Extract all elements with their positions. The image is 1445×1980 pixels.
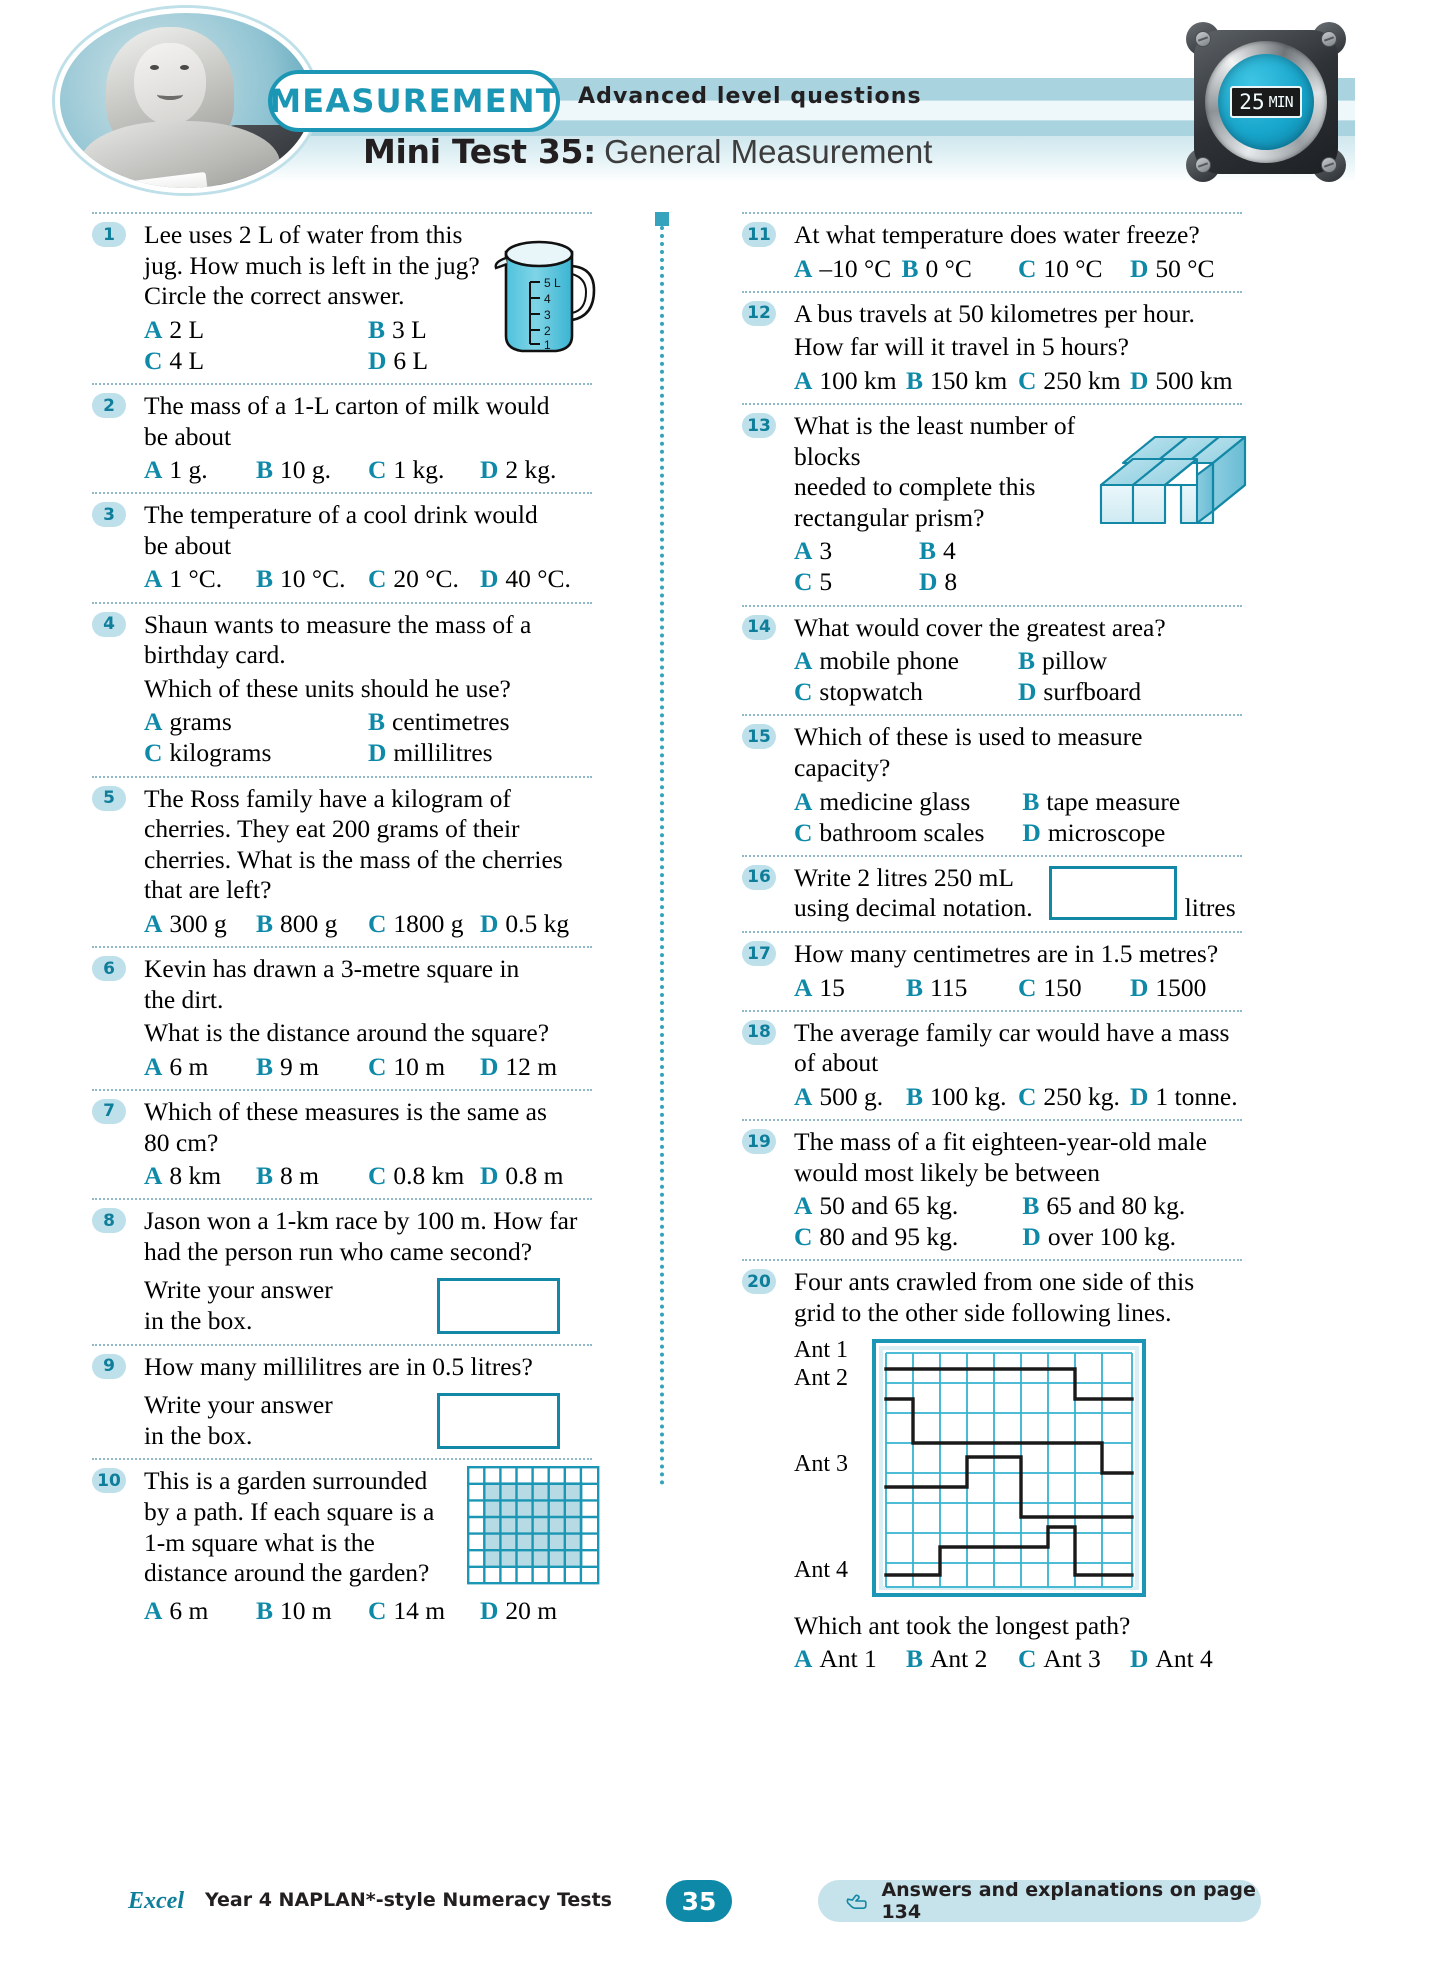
option-c[interactable]: C 4 L: [144, 345, 205, 375]
question-number: 18: [742, 1020, 776, 1045]
question-number: 10: [92, 1468, 126, 1493]
option-d[interactable]: D 8: [919, 567, 958, 597]
question-text-line4: that are left?: [144, 875, 272, 905]
question-text-line4: distance around the garden?: [144, 1558, 430, 1588]
answer-instruction-line1: Write your answer: [144, 1390, 333, 1420]
question-text-line2: capacity?: [794, 753, 891, 782]
questions-column-left: [92, 212, 592, 1633]
brand-label: Excel: [128, 1888, 184, 1914]
option-a[interactable]: A medicine glass: [794, 786, 971, 816]
option-d[interactable]: D 1500: [1130, 972, 1207, 1002]
question-number: 14: [742, 615, 776, 640]
option-c[interactable]: C 5: [794, 567, 833, 597]
option-b[interactable]: B tape measure: [1022, 786, 1181, 816]
question-text-line2: cherries. They eat 200 grams of their: [144, 814, 520, 844]
options-list: [144, 1051, 592, 1082]
category-label: MEASUREMENT: [269, 82, 559, 120]
svg-text:1: 1: [544, 338, 551, 352]
pointing-hand-icon: [846, 1891, 869, 1911]
ant-label-4: Ant 4: [794, 1556, 848, 1583]
question-number: 20: [742, 1269, 776, 1294]
question-text-line3: Which of these units should he use?: [144, 673, 511, 703]
option-a[interactable]: A 300 g: [144, 908, 227, 938]
question-text-line3: What is the distance around the square?: [144, 1018, 550, 1048]
option-b[interactable]: B 100 kg.: [906, 1081, 1007, 1111]
answer-instruction-line2: in the box.: [144, 1420, 253, 1450]
question-number: 11: [742, 222, 776, 247]
question-number: 12: [742, 301, 776, 326]
question-4: [92, 602, 592, 776]
option-c[interactable]: C 0.8 km: [368, 1161, 465, 1191]
option-d[interactable]: D 500 km: [1130, 365, 1233, 395]
question-text: How many centimetres are in 1.5 metres?: [794, 939, 1219, 968]
question-number: 13: [742, 413, 776, 438]
option-a[interactable]: A 6 m: [144, 1051, 209, 1081]
question-text: What is the least number of blocks: [794, 411, 1076, 471]
question-number: 16: [742, 865, 776, 890]
footer-title: Year 4 NAPLAN*-style Numeracy Tests: [205, 1889, 612, 1911]
option-a[interactable]: A 100 km: [794, 365, 897, 395]
option-a[interactable]: A 15: [794, 972, 845, 1002]
question-1: [92, 212, 592, 383]
option-b[interactable]: B 8 m: [256, 1161, 319, 1191]
question-text-line2: had the person run who came second?: [144, 1236, 533, 1266]
question-text: This is a garden surrounded: [144, 1466, 428, 1496]
page-footer: [0, 1876, 1445, 1936]
ant-label-3: Ant 3: [794, 1450, 848, 1477]
option-d[interactable]: D Ant 4: [1130, 1644, 1213, 1674]
timer-unit: MIN: [1268, 92, 1293, 111]
option-b[interactable]: B 115: [906, 972, 968, 1002]
options-list: [144, 908, 592, 939]
option-d[interactable]: D millilitres: [368, 738, 493, 768]
question-text-line2: the dirt.: [144, 984, 224, 1014]
option-c[interactable]: C 10 m: [368, 1051, 446, 1081]
question-3: [92, 492, 592, 601]
question-text-line3: Circle the correct answer.: [144, 281, 405, 311]
question-2: [92, 383, 592, 492]
option-c[interactable]: C kilograms: [144, 738, 272, 768]
question-text: Lee uses 2 L of water from this: [144, 220, 463, 249]
option-b[interactable]: B 9 m: [256, 1051, 319, 1081]
ant-grid-figure: [794, 1336, 1242, 1597]
test-title: [363, 132, 932, 171]
ant-paths-svg: [872, 1339, 1146, 1597]
question-number: 9: [92, 1354, 126, 1379]
question-text-line2: be about: [144, 530, 232, 560]
option-b[interactable]: B 10 m: [256, 1595, 332, 1625]
svg-text:3: 3: [544, 308, 551, 322]
question-text-line2: grid to the other side following lines.: [794, 1298, 1172, 1327]
option-b[interactable]: B 10 °C.: [256, 564, 346, 594]
option-b[interactable]: B 150 km: [906, 365, 1008, 395]
option-d[interactable]: D 20 m: [480, 1595, 558, 1625]
answer-box[interactable]: [437, 1278, 560, 1334]
question-text: Four ants crawled from one side of this: [794, 1267, 1195, 1297]
option-c[interactable]: C 80 and 95 kg.: [794, 1222, 959, 1252]
question-text-line2: How far will it travel in 5 hours?: [794, 332, 1129, 362]
options-list: [794, 1081, 1242, 1112]
options-list: [144, 1595, 592, 1626]
options-list: [794, 1643, 1242, 1674]
option-b[interactable]: B 65 and 80 kg.: [1022, 1191, 1186, 1221]
question-number: 15: [742, 724, 776, 749]
options-list: [794, 535, 1044, 597]
option-c[interactable]: C 14 m: [368, 1595, 446, 1625]
option-b[interactable]: B 10 g.: [256, 455, 332, 485]
question-text-line3: rectangular prism?: [794, 502, 985, 532]
options-list: [794, 365, 1242, 396]
question-15: [742, 714, 1242, 854]
option-a[interactable]: A 500 g.: [794, 1081, 884, 1111]
options-list: [794, 786, 1242, 848]
question-text: How many millilitres are in 0.5 litres?: [144, 1351, 533, 1381]
question-text: At what temperature does water freeze?: [794, 220, 1200, 249]
question-number: 3: [92, 502, 126, 527]
option-b[interactable]: B pillow: [1018, 646, 1108, 676]
option-c[interactable]: C Ant 3: [1018, 1644, 1101, 1674]
question-number: 8: [92, 1208, 126, 1233]
option-d[interactable]: D 6 L: [368, 345, 429, 375]
option-d[interactable]: D over 100 kg.: [1022, 1222, 1176, 1252]
question-14: [742, 605, 1242, 715]
question-text: The mass of a fit eighteen-year-old male: [794, 1127, 1207, 1156]
level-label: Advanced level questions: [578, 84, 922, 109]
option-a[interactable]: A –10 °C: [794, 253, 892, 283]
question-12: [742, 291, 1242, 403]
option-d[interactable]: D microscope: [1022, 817, 1166, 847]
question-18: [742, 1010, 1242, 1119]
question-text-line2: jug. How much is left in the jug?: [144, 250, 480, 280]
question-text-line3: cherries. What is the mass of the cherries: [144, 844, 563, 874]
question-text: What would cover the greatest area?: [794, 612, 1166, 642]
answer-instruction-line1: Write your answer: [144, 1275, 333, 1305]
question-text: Kevin has drawn a 3-metre square in: [144, 954, 520, 984]
timer-display: [1230, 86, 1302, 118]
option-a[interactable]: A mobile phone: [794, 646, 959, 676]
question-6: [92, 946, 592, 1089]
question-text-line2: 80 cm?: [144, 1127, 219, 1157]
option-c[interactable]: C 150: [1018, 972, 1082, 1002]
test-topic-label: General Measurement: [604, 133, 933, 170]
question-text-line2: needed to complete this: [794, 472, 1036, 502]
option-d[interactable]: D 0.8 m: [480, 1161, 564, 1191]
garden-grid-figure: [467, 1466, 600, 1585]
option-b[interactable]: B 800 g: [256, 908, 338, 938]
option-d[interactable]: D 2 kg.: [480, 455, 557, 485]
question-number: 7: [92, 1099, 126, 1124]
option-d[interactable]: D surfboard: [1018, 677, 1142, 707]
option-b[interactable]: B 4: [919, 536, 956, 566]
option-d[interactable]: D 50 °C: [1129, 253, 1215, 283]
question-number: 1: [92, 222, 126, 247]
option-c[interactable]: C 1800 g: [368, 908, 464, 938]
question-text-line2: would most likely be between: [794, 1157, 1100, 1187]
timer-minutes: 25: [1239, 89, 1265, 114]
option-a[interactable]: A 2 L: [144, 314, 205, 344]
question-number: 2: [92, 393, 126, 418]
answer-box[interactable]: [437, 1393, 560, 1449]
option-a[interactable]: A grams: [144, 707, 232, 737]
options-list: [794, 645, 1242, 707]
question-text: Which of these measures is the same as: [144, 1096, 547, 1126]
question-number: 6: [92, 956, 126, 981]
options-list: [794, 253, 1242, 284]
question-9: [92, 1344, 592, 1459]
question-17: [742, 931, 1242, 1010]
option-d[interactable]: D 40 °C.: [480, 564, 571, 594]
question-13: [742, 403, 1242, 605]
option-c[interactable]: C bathroom scales: [794, 817, 985, 847]
option-a[interactable]: A 8 km: [144, 1161, 222, 1191]
answers-label: Answers and explanations on page 134: [881, 1879, 1256, 1923]
page-header: [0, 0, 1445, 205]
answer-box[interactable]: [1049, 866, 1177, 920]
answer-instruction-line2: in the box.: [144, 1306, 253, 1336]
answer-unit-label: litres: [1184, 893, 1236, 923]
option-a[interactable]: A 1 g.: [144, 455, 208, 485]
question-text: Shaun wants to measure the mass of a: [144, 609, 532, 639]
question-number: 5: [92, 786, 126, 811]
question-text: A bus travels at 50 kilometres per hour.: [794, 298, 1195, 328]
option-a[interactable]: A Ant 1: [794, 1644, 877, 1674]
question-5: [92, 776, 592, 946]
option-b[interactable]: B 3 L: [368, 314, 427, 344]
question-text-line2: birthday card.: [144, 640, 286, 670]
question-text-line2: of about: [794, 1048, 879, 1078]
option-a[interactable]: A 3: [794, 536, 833, 566]
option-d[interactable]: D 1 tonne.: [1130, 1081, 1238, 1111]
category-pill: [268, 70, 560, 132]
option-d[interactable]: D 0.5 kg: [480, 908, 570, 938]
column-divider: [660, 218, 664, 1486]
option-c[interactable]: C 1 kg.: [368, 455, 445, 485]
options-list: [794, 972, 1242, 1003]
question-text-line2: by a path. If each square is a: [144, 1497, 435, 1527]
option-c[interactable]: C 250 km: [1018, 365, 1121, 395]
question-8: [92, 1198, 592, 1343]
answers-reference: [818, 1880, 1261, 1922]
question-text: The Ross family have a kilogram of: [144, 783, 511, 813]
question-text-line3: 1-m square what is the: [144, 1527, 375, 1557]
sub-question-text: Which ant took the longest path?: [794, 1610, 1131, 1640]
question-19: [742, 1119, 1242, 1259]
question-text-line2: using decimal notation.: [794, 893, 1033, 923]
timer-badge: [1186, 22, 1346, 182]
question-number: 19: [742, 1129, 776, 1154]
option-c[interactable]: C 10 °C: [1017, 253, 1103, 283]
option-c[interactable]: C 250 kg.: [1018, 1081, 1120, 1111]
svg-text:5 L: 5 L: [544, 276, 561, 290]
rectangular-prism-figure: [1093, 423, 1248, 541]
measuring-jug-figure: [490, 224, 600, 359]
question-text: The mass of a 1-L carton of milk would: [144, 391, 550, 420]
svg-text:4: 4: [544, 292, 551, 306]
question-number: 4: [92, 612, 126, 637]
option-c[interactable]: C 20 °C.: [368, 564, 459, 594]
question-text: The average family car would have a mass: [794, 1017, 1230, 1047]
svg-text:2: 2: [544, 324, 551, 338]
option-a[interactable]: A 6 m: [144, 1595, 209, 1625]
option-d[interactable]: D 12 m: [480, 1051, 558, 1081]
question-20: [742, 1259, 1242, 1681]
options-list: [794, 1190, 1242, 1252]
option-c[interactable]: C stopwatch: [794, 677, 923, 707]
options-list: [144, 454, 592, 485]
option-a[interactable]: A 50 and 65 kg.: [794, 1191, 959, 1221]
questions-column-right: [742, 212, 1242, 1681]
ant-label-2: Ant 2: [794, 1364, 848, 1391]
question-text: Which of these is used to measure: [794, 722, 1143, 752]
options-list: [144, 563, 592, 594]
question-10: [92, 1458, 592, 1632]
ant-label-1: Ant 1: [794, 1336, 848, 1363]
option-a[interactable]: A 1 °C.: [144, 564, 223, 594]
option-b[interactable]: B 0 °C: [901, 253, 972, 283]
page-number-badge: 35: [666, 1880, 732, 1922]
question-number: 17: [742, 941, 776, 966]
question-text: Write 2 litres 250 mL: [794, 862, 1014, 892]
options-list: [144, 1160, 592, 1191]
options-list: [144, 706, 592, 768]
option-b[interactable]: B Ant 2: [906, 1644, 988, 1674]
question-text: The temperature of a cool drink would: [144, 500, 538, 530]
question-text-line2: be about: [144, 421, 232, 451]
question-11: [742, 212, 1242, 291]
question-7: [92, 1089, 592, 1198]
question-16: [742, 855, 1242, 931]
option-b[interactable]: B centimetres: [368, 707, 510, 737]
question-text: Jason won a 1-km race by 100 m. How far: [144, 1206, 578, 1236]
test-number-label: Mini Test 35:: [363, 132, 597, 171]
